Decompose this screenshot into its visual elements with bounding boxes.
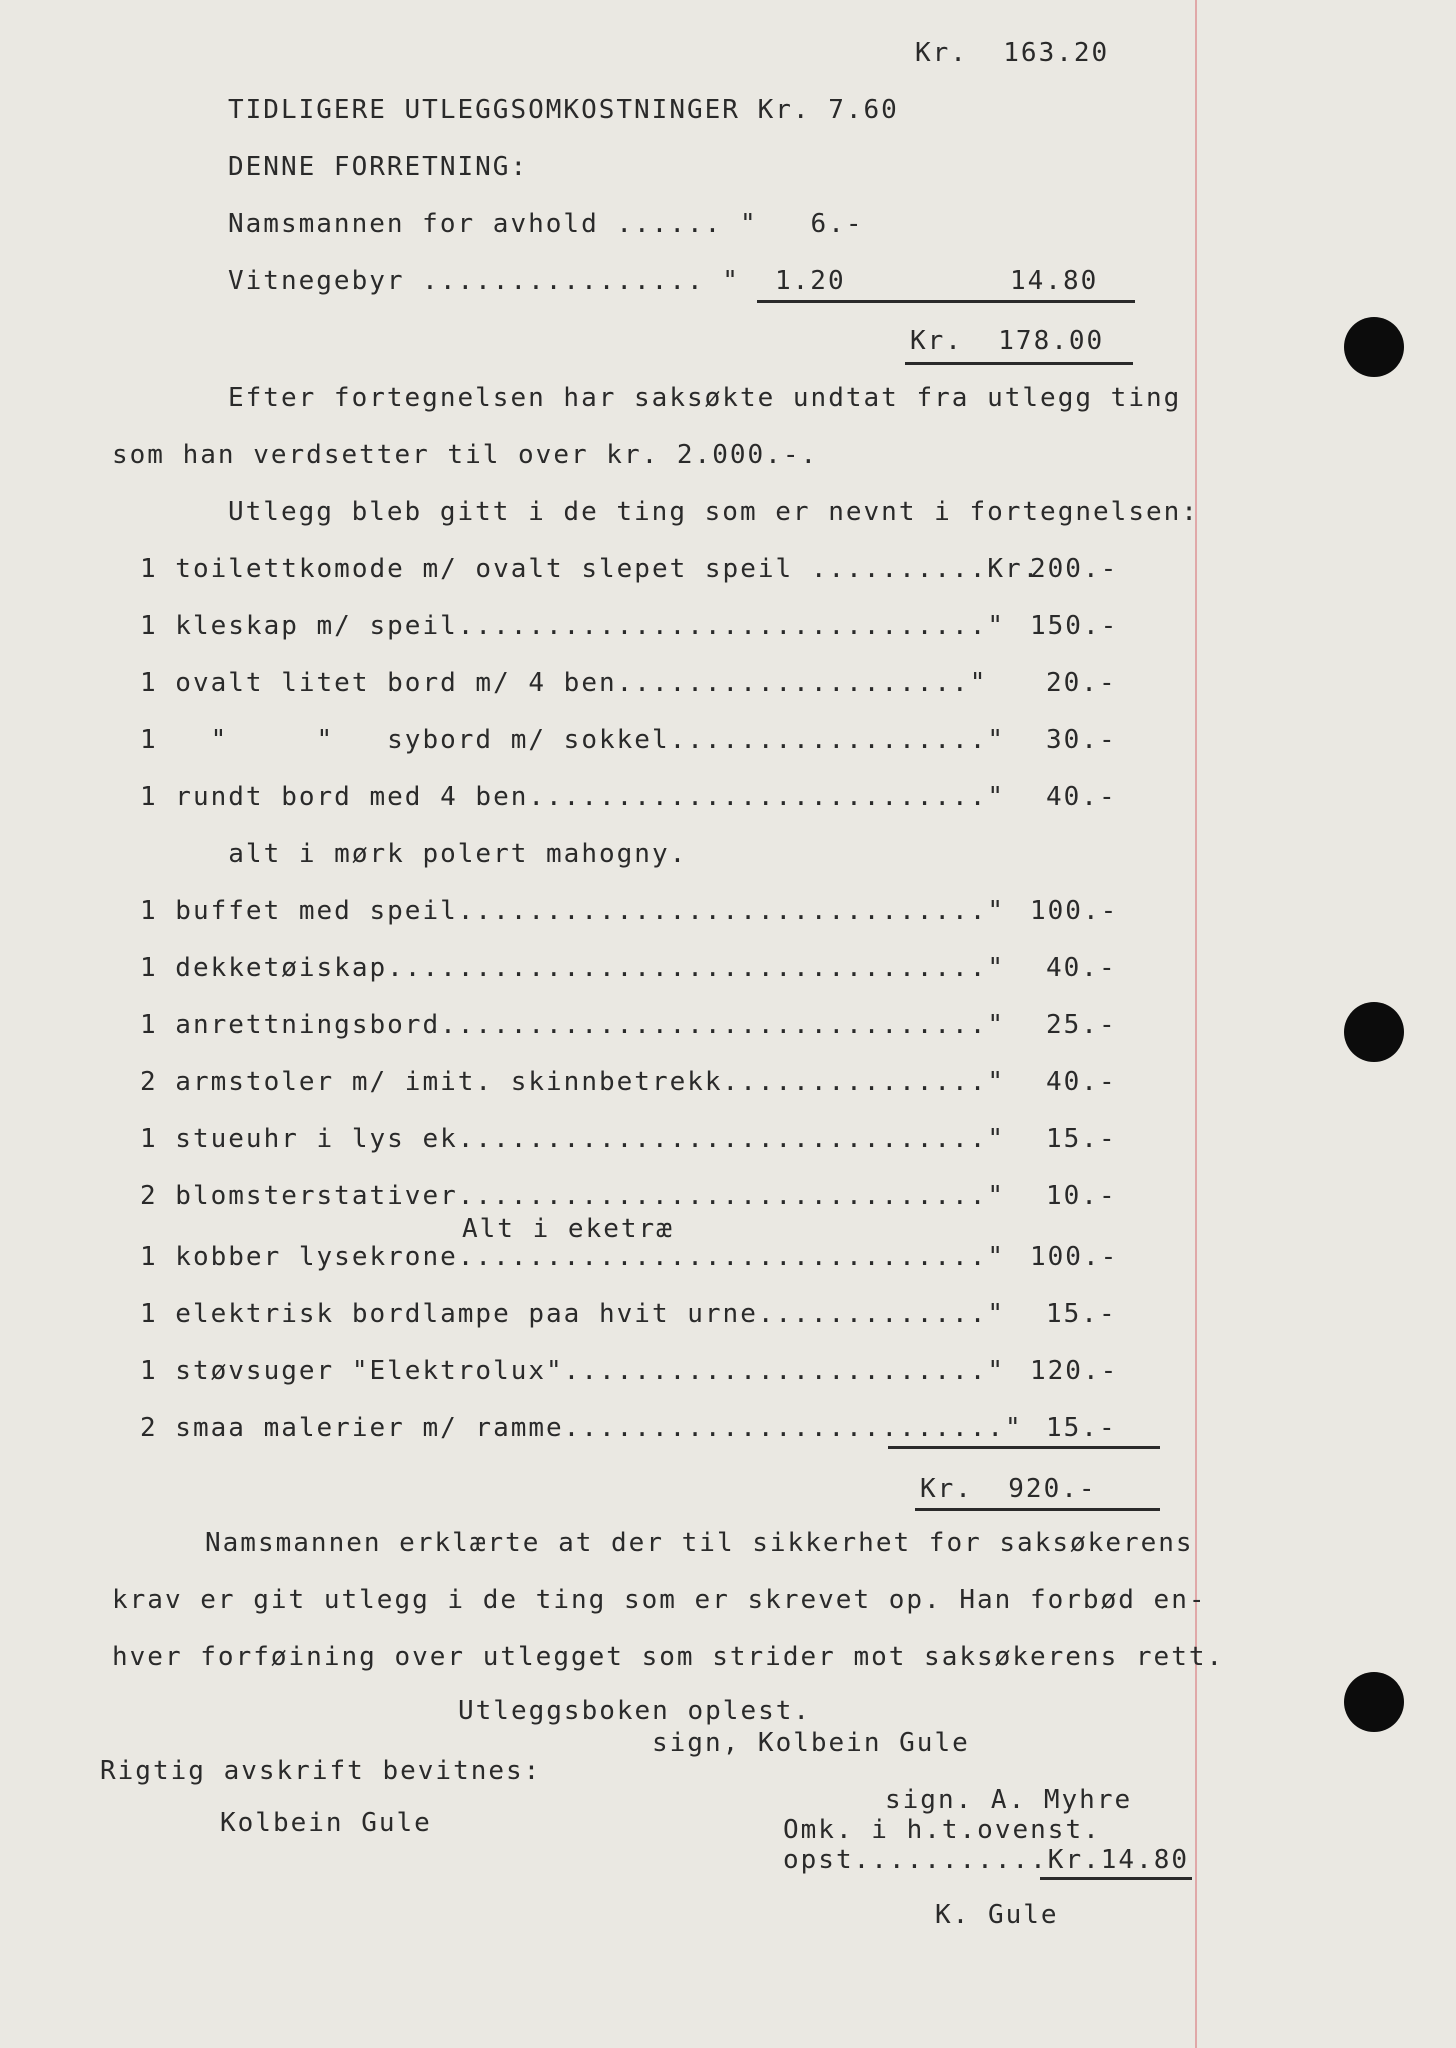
fee-line: Namsmannen for avhold ...... " 6.- — [228, 209, 864, 239]
punch-hole — [1344, 317, 1404, 377]
items-total: Kr. 920.- — [920, 1474, 1097, 1504]
list-item: 1 støvsuger "Elektrolux"........................" — [140, 1356, 1006, 1386]
list-item: 1 kobber lysekrone.............................." — [140, 1242, 1006, 1272]
read-note: Utleggsboken oplest. — [458, 1696, 812, 1726]
item-amount: 120.- — [1030, 1356, 1119, 1386]
paragraph-line: Namsmannen erklærte at der til sikkerhet for saksøkerens — [205, 1528, 1194, 1558]
item-amount: 20.- — [1046, 668, 1117, 698]
subtotal: Kr. 178.00 — [910, 326, 1105, 356]
list-item: 2 blomsterstativer.............................." — [140, 1181, 1006, 1211]
list-item: 1 kleskap m/ speil.............................." — [140, 611, 1006, 641]
item-amount: 10.- — [1046, 1181, 1117, 1211]
section-heading: DENNE FORRETNING: — [228, 152, 529, 182]
costs-line: opst...........Kr.14.80 — [783, 1845, 1190, 1875]
list-item: 1 rundt bord med 4 ben.........................." — [140, 782, 1006, 812]
paragraph-line: Utlegg bleb gitt i de ting som er nevnt i fortegnelsen: — [228, 497, 1199, 527]
prior-costs: TIDLIGERE UTLEGGSOMKOSTNINGER Kr. 7.60 — [228, 95, 899, 125]
item-amount: 40.- — [1046, 1067, 1117, 1097]
list-item: 1 dekketøiskap.................................." — [140, 953, 1006, 983]
item-amount: 15.- — [1046, 1299, 1117, 1329]
certification: Rigtig avskrift bevitnes: — [100, 1756, 542, 1786]
material-note: Alt i eketræ — [462, 1214, 674, 1244]
list-item: 1 " " sybord m/ sokkel.................." — [140, 725, 1006, 755]
list-item: 2 armstoler m/ imit. skinnbetrekk..............." — [140, 1067, 1006, 1097]
item-amount: 200.- — [1030, 554, 1119, 584]
item-amount: 30.- — [1046, 725, 1117, 755]
list-item: 1 buffet med speil.............................." — [140, 896, 1006, 926]
costs-line: Omk. i h.t.ovenst. — [783, 1815, 1101, 1845]
punch-hole — [1344, 1672, 1404, 1732]
witness-name: Kolbein Gule — [220, 1808, 432, 1838]
signature-line: sign. A. Myhre — [885, 1785, 1133, 1815]
paragraph-line: hver forføining over utlegget som strider mot saksøkerens rett. — [112, 1642, 1225, 1672]
item-amount: 25.- — [1046, 1010, 1117, 1040]
underline — [915, 1508, 1160, 1511]
item-amount: 40.- — [1046, 953, 1117, 983]
list-item: 1 toilettkomode m/ ovalt slepet speil ..........Kr. — [140, 554, 1041, 584]
paragraph-line: som han verdsetter til over kr. 2.000.-. — [112, 440, 819, 470]
margin-line — [1195, 0, 1197, 2048]
list-item: 1 anrettningsbord..............................." — [140, 1010, 1006, 1040]
item-amount: 100.- — [1030, 896, 1119, 926]
list-item: alt i mørk polert mahogny. — [140, 839, 688, 869]
item-amount: 15.- — [1046, 1124, 1117, 1154]
item-amount: 100.- — [1030, 1242, 1119, 1272]
top-total: Kr. 163.20 — [915, 38, 1110, 68]
fee-line-label: Vitnegebyr ................ " — [228, 266, 740, 296]
list-item: 2 smaa malerier m/ ramme........................." — [140, 1413, 1023, 1443]
item-amount: 15.- — [1046, 1413, 1117, 1443]
punch-hole — [1344, 1002, 1404, 1062]
paragraph-line: Efter fortegnelsen har saksøkte undtat fra utlegg ting — [228, 383, 1182, 413]
paragraph-line: krav er git utlegg i de ting som er skrevet op. Han forbød en- — [112, 1585, 1207, 1615]
underline — [888, 1446, 1160, 1449]
final-signature: K. Gule — [935, 1900, 1059, 1930]
underline — [1040, 1877, 1192, 1880]
fee-line-amount: 1.20 — [775, 266, 846, 296]
list-item: 1 elektrisk bordlampe paa hvit urne............." — [140, 1299, 1006, 1329]
signature-line: sign, Kolbein Gule — [652, 1728, 970, 1758]
fee-line-total: 14.80 — [1010, 266, 1099, 296]
list-item: 1 ovalt litet bord m/ 4 ben...................." — [140, 668, 988, 698]
item-amount: 150.- — [1030, 611, 1119, 641]
underline — [757, 300, 1135, 303]
item-amount: 40.- — [1046, 782, 1117, 812]
underline — [905, 362, 1133, 365]
list-item: 1 stueuhr i lys ek.............................." — [140, 1124, 1006, 1154]
